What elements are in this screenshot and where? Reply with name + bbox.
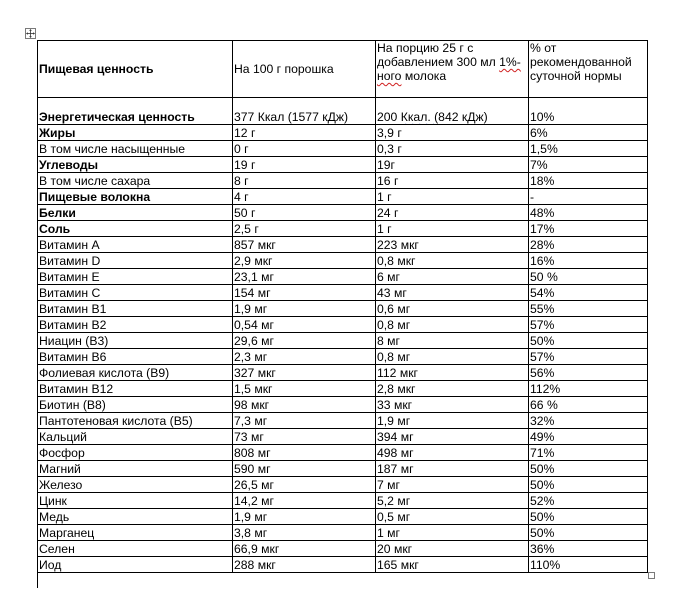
per100-value-cell[interactable]: 66,9 мкг xyxy=(233,541,376,557)
table-row-energy xyxy=(38,98,648,125)
table-row xyxy=(38,477,648,493)
table-row xyxy=(38,461,648,477)
daily-norm-cell[interactable]: 57% xyxy=(529,317,648,333)
table-row xyxy=(38,173,648,189)
per100-value-cell[interactable]: 50 г xyxy=(233,205,376,221)
nutrient-name-cell[interactable]: Селен xyxy=(38,541,233,557)
daily-norm-cell[interactable]: 49% xyxy=(529,429,648,445)
daily-norm-cell[interactable]: 54% xyxy=(529,285,648,301)
daily-norm-cell[interactable]: 55% xyxy=(529,301,648,317)
table-row xyxy=(38,269,648,285)
energy-portion-spellcheck-word: Ккал. xyxy=(400,110,435,124)
energy-portion-value: 200 xyxy=(377,110,401,124)
nutrient-name-cell[interactable]: Витамин Е xyxy=(38,269,233,285)
table-row xyxy=(38,301,648,317)
per100-value-cell[interactable]: 73 мг xyxy=(233,429,376,445)
energy-name-cell[interactable]: Энергетическая ценность xyxy=(38,98,233,125)
nutrient-name-cell[interactable]: Пантотеновая кислота (В5) xyxy=(38,413,233,429)
daily-norm-cell[interactable]: 16% xyxy=(529,253,648,269)
nutrient-name-cell[interactable]: Углеводы xyxy=(38,157,233,173)
per100-value-cell[interactable]: 2,9 мкг xyxy=(233,253,376,269)
per100-value-cell[interactable]: 98 мкг xyxy=(233,397,376,413)
table-row xyxy=(38,365,648,381)
per100-value-cell[interactable]: 288 мкг xyxy=(233,557,376,573)
daily-norm-cell[interactable]: - xyxy=(529,189,648,205)
portion-value-cell[interactable]: 5,2 мг xyxy=(376,493,529,509)
portion-value-cell[interactable]: 20 мкг xyxy=(376,541,529,557)
header-per-portion[interactable] xyxy=(376,41,529,98)
nutrient-name-cell[interactable]: Фосфор xyxy=(38,445,233,461)
table-row xyxy=(38,445,648,461)
table-resize-handle-icon[interactable] xyxy=(648,572,655,579)
per100-value-cell[interactable]: 2,5 г xyxy=(233,221,376,237)
portion-value-cell[interactable]: 1 г xyxy=(376,221,529,237)
nutrient-name-cell[interactable]: Витамин В2 xyxy=(38,317,233,333)
per100-value-cell[interactable]: 154 мг xyxy=(233,285,376,301)
table-row xyxy=(38,317,648,333)
portion-value-cell[interactable]: 1,9 мг xyxy=(376,413,529,429)
table-row xyxy=(38,509,648,525)
portion-value-cell[interactable]: 0,3 г xyxy=(376,141,529,157)
portion-value-cell[interactable]: 0,6 мг xyxy=(376,301,529,317)
table-row xyxy=(38,333,648,349)
per100-value-cell[interactable]: 8 г xyxy=(233,173,376,189)
portion-value-cell[interactable]: 8 мг xyxy=(376,333,529,349)
per100-value-cell[interactable]: 23,1 мг xyxy=(233,269,376,285)
table-row xyxy=(38,557,648,573)
nutrient-name-cell[interactable]: Витамин D xyxy=(38,253,233,269)
table-row xyxy=(38,237,648,253)
nutrient-name-cell[interactable]: Медь xyxy=(38,509,233,525)
header-portion-spellcheck-word: 1%-ного xyxy=(377,55,521,83)
portion-value-cell[interactable]: 43 мг xyxy=(376,285,529,301)
table-header-row xyxy=(38,41,648,98)
portion-value-cell[interactable]: 24 г xyxy=(376,205,529,221)
daily-norm-cell[interactable]: 71% xyxy=(529,445,648,461)
nutrient-name-cell[interactable]: Витамин В1 xyxy=(38,301,233,317)
header-nutrient[interactable]: Пищевая ценность xyxy=(38,41,233,98)
table-row xyxy=(38,189,648,205)
daily-norm-cell[interactable]: 50% xyxy=(529,461,648,477)
portion-value-cell[interactable]: 33 мкг xyxy=(376,397,529,413)
daily-norm-cell[interactable]: 6% xyxy=(529,125,648,141)
per100-value-cell[interactable]: 3,8 мг xyxy=(233,525,376,541)
table-row xyxy=(38,349,648,365)
per100-value-cell[interactable]: 857 мкг xyxy=(233,237,376,253)
per100-value-cell[interactable]: 26,5 мг xyxy=(233,477,376,493)
per100-value-cell[interactable]: 0,54 мг xyxy=(233,317,376,333)
daily-norm-cell[interactable]: 50% xyxy=(529,509,648,525)
table-row xyxy=(38,525,648,541)
nutrient-name-cell[interactable]: Магний xyxy=(38,461,233,477)
nutrient-name-cell[interactable]: Иод xyxy=(38,557,233,573)
per100-value-cell[interactable]: 7,3 мг xyxy=(233,413,376,429)
daily-norm-cell[interactable]: 50% xyxy=(529,333,648,349)
daily-norm-cell[interactable]: 56% xyxy=(529,365,648,381)
table-row xyxy=(38,157,648,173)
per100-value-cell[interactable]: 1,9 мг xyxy=(233,509,376,525)
nutrient-name-cell[interactable]: В том числе насыщенные xyxy=(38,141,233,157)
daily-norm-cell[interactable]: 48% xyxy=(529,205,648,221)
energy-portion-rest: (842 кДж) xyxy=(434,110,488,124)
portion-value-cell[interactable]: 6 мг xyxy=(376,269,529,285)
daily-norm-cell[interactable]: 28% xyxy=(529,237,648,253)
daily-norm-cell[interactable]: 110% xyxy=(529,557,648,573)
nutrient-name-cell[interactable]: Витамин А xyxy=(38,237,233,253)
portion-value-cell[interactable]: 0,8 мг xyxy=(376,349,529,365)
per100-value-cell[interactable]: 327 мкг xyxy=(233,365,376,381)
nutrient-name-cell[interactable]: Соль xyxy=(38,221,233,237)
table-row xyxy=(38,381,648,397)
nutrient-name-cell[interactable]: Кальций xyxy=(38,429,233,445)
portion-value-cell[interactable]: 7 мг xyxy=(376,477,529,493)
table-row xyxy=(38,253,648,269)
daily-norm-cell[interactable]: 50% xyxy=(529,525,648,541)
table-row xyxy=(38,205,648,221)
nutrient-name-cell[interactable]: Витамин В6 xyxy=(38,349,233,365)
four-arrows-move-icon xyxy=(26,29,35,38)
daily-norm-cell[interactable]: 17% xyxy=(529,221,648,237)
per100-value-cell[interactable]: 2,3 мг xyxy=(233,349,376,365)
nutrition-table xyxy=(37,40,648,573)
portion-value-cell[interactable]: 3,9 г xyxy=(376,125,529,141)
daily-norm-cell[interactable]: 57% xyxy=(529,349,648,365)
energy-per100-cell[interactable]: 377 Ккал (1577 кДж) xyxy=(233,98,376,125)
portion-value-cell[interactable]: 0,8 мг xyxy=(376,317,529,333)
nutrient-name-cell[interactable]: Биотин (В8) xyxy=(38,397,233,413)
portion-value-cell[interactable]: 498 мг xyxy=(376,445,529,461)
per100-value-cell[interactable]: 19 г xyxy=(233,157,376,173)
per100-value-cell[interactable]: 808 мг xyxy=(233,445,376,461)
portion-value-cell[interactable]: 165 мкг xyxy=(376,557,529,573)
table-row xyxy=(38,493,648,509)
daily-norm-cell[interactable]: 36% xyxy=(529,541,648,557)
nutrient-name-cell[interactable]: Белки xyxy=(38,205,233,221)
portion-value-cell[interactable]: 2,8 мкг xyxy=(376,381,529,397)
portion-value-cell[interactable]: 394 мг xyxy=(376,429,529,445)
nutrient-name-cell[interactable]: Железо xyxy=(38,477,233,493)
table-row xyxy=(38,125,648,141)
table-row xyxy=(38,429,648,445)
nutrient-name-cell[interactable]: Пищевые волокна xyxy=(38,189,233,205)
table-row xyxy=(38,221,648,237)
nutrient-name-cell[interactable]: Витамин С xyxy=(38,285,233,301)
daily-norm-cell[interactable]: 32% xyxy=(529,413,648,429)
table-row xyxy=(38,541,648,557)
portion-value-cell[interactable]: 16 г xyxy=(376,173,529,189)
nutrient-name-cell[interactable]: Ниацин (В3) xyxy=(38,333,233,349)
daily-norm-cell[interactable]: 50% xyxy=(529,477,648,493)
per100-value-cell[interactable]: 1,5 мкг xyxy=(233,381,376,397)
header-daily-norm[interactable]: % от рекомендованной суточной нормы xyxy=(529,41,648,98)
nutrient-name-cell[interactable]: Витамин В12 xyxy=(38,381,233,397)
daily-norm-cell[interactable]: 1,5% xyxy=(529,141,648,157)
portion-value-cell[interactable]: 19г xyxy=(376,157,529,173)
daily-norm-cell[interactable]: 50 % xyxy=(529,269,648,285)
portion-value-cell[interactable]: 223 мкг xyxy=(376,237,529,253)
nutrient-name-cell[interactable]: Жиры xyxy=(38,125,233,141)
header-per-100g[interactable]: На 100 г порошка xyxy=(233,41,376,98)
per100-value-cell[interactable]: 590 мг xyxy=(233,461,376,477)
table-row xyxy=(38,413,648,429)
table-row xyxy=(38,141,648,157)
energy-portion-cell[interactable] xyxy=(376,98,529,125)
header-portion-text-2: молока xyxy=(401,69,447,83)
per100-value-cell[interactable]: 14,2 мг xyxy=(233,493,376,509)
per100-value-cell[interactable]: 4 г xyxy=(233,189,376,205)
portion-value-cell[interactable]: 1 мг xyxy=(376,525,529,541)
nutrient-name-cell[interactable]: В том числе сахара xyxy=(38,173,233,189)
nutrient-name-cell[interactable]: Марганец xyxy=(38,525,233,541)
per100-value-cell[interactable]: 12 г xyxy=(233,125,376,141)
table-row xyxy=(38,397,648,413)
daily-norm-cell[interactable]: 18% xyxy=(529,173,648,189)
per100-value-cell[interactable]: 29,6 мг xyxy=(233,333,376,349)
per100-value-cell[interactable]: 1,9 мг xyxy=(233,301,376,317)
portion-value-cell[interactable]: 187 мг xyxy=(376,461,529,477)
per100-value-cell[interactable]: 0 г xyxy=(233,141,376,157)
header-portion-text-1: На порцию 25 г с добавлением 300 мл xyxy=(377,41,500,69)
energy-norm-cell[interactable]: 10% xyxy=(529,98,648,125)
daily-norm-cell[interactable]: 112% xyxy=(529,381,648,397)
portion-value-cell[interactable]: 1 г xyxy=(376,189,529,205)
portion-value-cell[interactable]: 0,5 мг xyxy=(376,509,529,525)
table-row xyxy=(38,285,648,301)
daily-norm-cell[interactable]: 7% xyxy=(529,157,648,173)
portion-value-cell[interactable]: 112 мкг xyxy=(376,365,529,381)
daily-norm-cell[interactable]: 66 % xyxy=(529,397,648,413)
portion-value-cell[interactable]: 0,8 мкг xyxy=(376,253,529,269)
nutrient-name-cell[interactable]: Фолиевая кислота (В9) xyxy=(38,365,233,381)
daily-norm-cell[interactable]: 52% xyxy=(529,493,648,509)
nutrient-name-cell[interactable]: Цинк xyxy=(38,493,233,509)
table-move-handle-icon[interactable] xyxy=(25,28,36,39)
